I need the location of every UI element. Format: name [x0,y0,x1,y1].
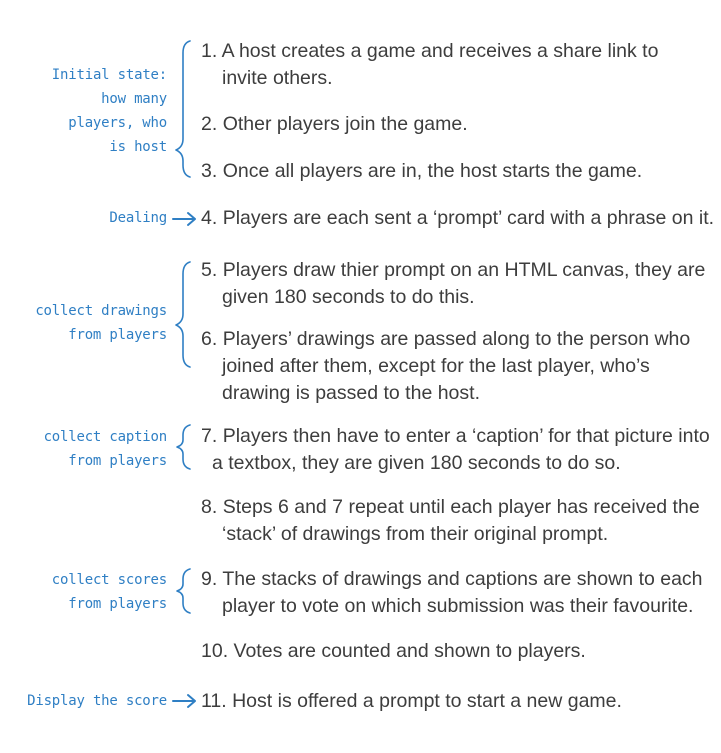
step-line [201,688,622,715]
annotation-line: collect drawings [35,303,167,319]
step-number: 4. [201,207,218,229]
step-text: Players then have to enter a ‘caption’ for that picture into [222,425,710,447]
step-number: 11. [201,690,227,712]
step-line [201,65,658,92]
step-8 [201,494,700,548]
step-number: 5. [201,259,218,281]
step-number: 7. [201,425,218,447]
annotation-line: Dealing [109,210,167,226]
step-line [201,494,700,521]
step-number: 8. [201,496,218,518]
step-line [201,638,586,665]
step-line [201,38,658,65]
step-number: 2. [201,113,218,135]
step-text: Votes are counted and shown to players. [233,640,586,662]
step-text: Host is offered a prompt to start a new game. [232,690,622,712]
step-text: drawing is passed to the host. [222,382,480,404]
step-number: 10. [201,640,229,662]
step-line [201,205,714,232]
step-5 [201,257,705,311]
step-number: 1. [201,40,218,62]
annotation-line: from players [68,453,167,469]
annotation-line: is host [109,139,167,155]
step-10 [201,638,586,665]
annotation-line: collect scores [51,572,167,588]
step-line [201,257,705,284]
step-6 [201,326,690,407]
annotation-line: how many [101,91,167,107]
annotation-line: from players [68,327,167,343]
curly-brace-icon [177,569,190,613]
step-line [201,284,705,311]
step-text: The stacks of drawings and captions are shown to each [222,568,703,590]
right-arrow-icon [173,213,195,225]
step-text: Once all players are in, the host starts the game. [222,160,643,182]
step-1 [201,38,658,92]
step-text: ‘stack’ of drawings from their original prompt. [222,523,609,545]
curly-brace-icon [176,262,190,367]
annotation-line: from players [68,596,167,612]
step-3 [201,158,642,185]
step-line [201,593,703,620]
step-line [201,353,690,380]
step-line [201,158,642,185]
step-text: Players draw thier prompt on an HTML canvas, they are [222,259,706,281]
step-line [201,111,468,138]
annotation-line: collect caption [43,429,167,445]
step-line [201,380,690,407]
step-text: given 180 seconds to do this. [222,286,475,308]
annotation-line: players, who [68,115,167,131]
step-line [201,566,703,593]
step-number: 6. [201,328,218,350]
curly-brace-icon [177,425,190,469]
step-text: Players’ drawings are passed along to the person who [222,328,691,350]
step-text: joined after them, except for the last player, who’s [222,355,650,377]
annotation-line: Initial state: [51,67,167,83]
right-arrow-icon [173,695,195,707]
step-line [201,521,700,548]
step-line [201,326,690,353]
step-text: Players are each sent a ‘prompt’ card with a phrase on it. [222,207,715,229]
step-text: Other players join the game. [222,113,468,135]
step-9 [201,566,703,620]
step-number: 3. [201,160,218,182]
step-text: invite others. [222,67,333,89]
step-text: A host creates a game and receives a share link to [221,40,659,62]
step-line [201,423,710,450]
step-text: Steps 6 and 7 repeat until each player has received the [222,496,700,518]
step-line [201,450,710,477]
curly-brace-icon [176,41,190,177]
step-4 [201,205,714,232]
step-text: player to vote on which submission was their favourite. [222,595,694,617]
step-2 [201,111,468,138]
step-number: 9. [201,568,218,590]
step-text: a textbox, they are given 180 seconds to do so. [212,452,621,474]
step-7 [201,423,710,477]
annotation-line: Display the score [27,693,167,709]
step-11 [201,688,622,715]
